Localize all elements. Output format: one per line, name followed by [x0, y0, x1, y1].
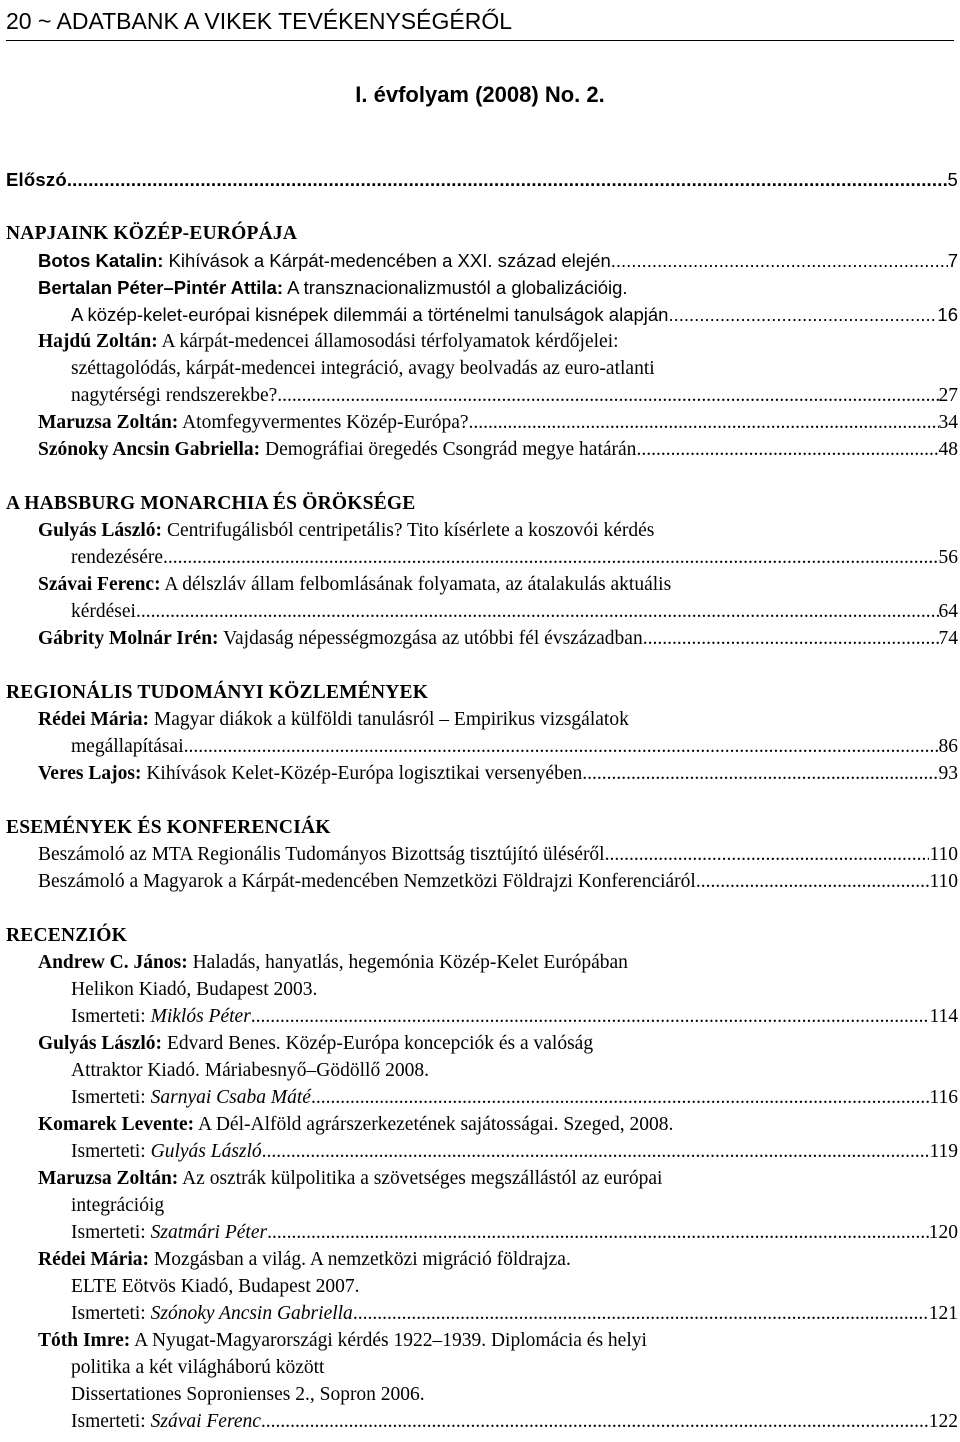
- entry-title: Beszámoló a Magyarok a Kárpát-medencében Nemzetközi Földrajzi Konferenciáról: [38, 871, 696, 892]
- reviewer-name: Szónoky Ancsin Gabriella: [150, 1303, 353, 1324]
- dot-leader: [696, 868, 930, 895]
- dot-leader: [668, 301, 937, 328]
- toc-entry[interactable]: [38, 517, 958, 571]
- page-number: 86: [938, 736, 958, 757]
- entry-title: A Nyugat-Magyarországi kérdés 1922–1939. Diplomácia és helyi: [134, 1330, 647, 1351]
- entry-title: Mozgásban a világ. A nemzetközi migráció földrajza.: [153, 1249, 571, 1270]
- dot-leader: [251, 1003, 930, 1030]
- page-number: 119: [929, 1141, 958, 1162]
- entry-title: Magyar diákok a külföldi tanulásról – Empirikus vizsgálatok: [153, 709, 629, 730]
- toc-entry[interactable]: [38, 328, 958, 409]
- page-number: 7: [947, 250, 958, 271]
- toc-entry[interactable]: [38, 409, 958, 436]
- entry-author: Gulyás László:: [38, 520, 163, 541]
- page-number: 110: [929, 871, 958, 892]
- review-entry[interactable]: [38, 1111, 958, 1165]
- entry-title: rendezésére: [71, 547, 164, 568]
- page-number: 64: [938, 601, 958, 622]
- dot-leader: [261, 1408, 929, 1435]
- section-title: ESEMÉNYEK ÉS KONFERENCIÁK: [6, 817, 331, 838]
- entry-author: Komarek Levente:: [38, 1114, 195, 1135]
- toc-entry[interactable]: [38, 760, 958, 787]
- entry-title: Edvard Benes. Közép-Európa koncepciók és a valóság: [166, 1033, 594, 1054]
- entry-author: Gábrity Molnár Irén:: [38, 628, 219, 649]
- page-number: 27: [938, 385, 958, 406]
- page-number: 48: [938, 439, 958, 460]
- section-title: RECENZIÓK: [6, 925, 127, 946]
- section-recenziok: [6, 922, 958, 1435]
- toc-entry[interactable]: [38, 436, 958, 463]
- running-head: 20 ~ ADATBANK A VIKEK TEVÉKENYSÉGÉRŐL: [6, 6, 954, 41]
- dot-leader: [611, 247, 948, 274]
- dot-leader: [311, 1084, 930, 1111]
- entry-author: Botos Katalin:: [38, 250, 164, 271]
- toc-entry[interactable]: [38, 247, 958, 274]
- entry-title: A közép-kelet-európai kisnépek dilemmái a történelmi tanulságok alapján: [71, 304, 669, 325]
- entry-author: Maruzsa Zoltán:: [38, 1168, 179, 1189]
- entry-title: Beszámoló az MTA Regionális Tudományos Bizottság tisztújító üléséről: [38, 844, 605, 865]
- toc-entry[interactable]: [38, 571, 958, 625]
- page-number: 120: [928, 1222, 958, 1243]
- entry-title: Haladás, hanyatlás, hegemónia Közép-Kelet Európában: [192, 952, 628, 973]
- entry-author: Rédei Mária:: [38, 709, 150, 730]
- review-entry[interactable]: [38, 949, 958, 1030]
- entry-title: nagytérségi rendszerekbe?: [71, 385, 278, 406]
- review-entry[interactable]: [38, 1165, 958, 1246]
- entry-author: Szónoky Ancsin Gabriella:: [38, 439, 261, 460]
- toc-entry[interactable]: [38, 868, 958, 895]
- reviewed-by-label: Ismerteti:: [71, 1411, 146, 1432]
- entry-author: Bertalan Péter–Pintér Attila:: [38, 277, 284, 298]
- publication-info: Attraktor Kiadó. Máriabesnyő–Gödöllő 2008.: [71, 1060, 429, 1081]
- page-number: 34: [938, 412, 958, 433]
- page-number: 121: [928, 1303, 958, 1324]
- page-number: 16: [937, 304, 958, 325]
- entry-title: A délszláv állam felbomlásának folyamata, az átalakulás aktuális: [164, 574, 672, 595]
- issue-title: I. évfolyam (2008) No. 2.: [355, 82, 605, 107]
- reviewed-by-label: Ismerteti:: [71, 1006, 146, 1027]
- entry-title: A kárpát-medencei államosodási térfolyamatok kérdőjelei:: [161, 331, 619, 352]
- page-number: 93: [938, 763, 958, 784]
- toc-entry[interactable]: [38, 706, 958, 760]
- reviewer-name: Sarnyai Csaba Máté: [150, 1087, 311, 1108]
- entry-author: Maruzsa Zoltán:: [38, 412, 179, 433]
- reviewed-by-label: Ismerteti:: [71, 1222, 146, 1243]
- entry-title: Kihívások Kelet-Közép-Európa logisztikai versenyében: [146, 763, 583, 784]
- dot-leader: [605, 841, 930, 868]
- entry-author: Gulyás László:: [38, 1033, 163, 1054]
- entry-title: Vajdaság népességmozgása az utóbbi fél évszázadban: [223, 628, 643, 649]
- dot-leader: [136, 598, 939, 625]
- entry-title: Az osztrák külpolitika a szövetséges megszállástól az európai: [182, 1168, 663, 1189]
- dot-leader: [636, 436, 938, 463]
- publication-info: Dissertationes Sopronienses 2., Sopron 2006.: [71, 1384, 425, 1405]
- entry-title: megállapításai: [71, 736, 184, 757]
- entry-title: Kihívások a Kárpát-medencében a XXI. század elején: [168, 250, 611, 271]
- reviewed-by-label: Ismerteti:: [71, 1303, 146, 1324]
- review-entry[interactable]: [38, 1327, 958, 1435]
- toc-entry[interactable]: [6, 166, 958, 193]
- section-habsburg: [6, 490, 958, 652]
- dot-leader: [67, 166, 948, 193]
- entry-author: Hajdú Zoltán:: [38, 331, 158, 352]
- entry-title: Demográfiai öregedés Csongrád megye határán: [265, 439, 637, 460]
- publication-info: Helikon Kiadó, Budapest 2003.: [71, 979, 318, 1000]
- toc-entry[interactable]: [38, 841, 958, 868]
- dot-leader: [277, 382, 938, 409]
- toc-entry[interactable]: [38, 274, 958, 328]
- dot-leader: [262, 1138, 930, 1165]
- page-number: 5: [947, 169, 958, 190]
- page-number: 114: [929, 1006, 958, 1027]
- publication-info: politika a két világháború között: [71, 1357, 325, 1378]
- entry-title: Atomfegyvermentes Közép-Európa?: [182, 412, 469, 433]
- dot-leader: [163, 544, 938, 571]
- dot-leader: [267, 1219, 929, 1246]
- toc-foreword: [6, 166, 958, 193]
- entry-author: Andrew C. János:: [38, 952, 188, 973]
- dot-leader: [353, 1300, 929, 1327]
- reviewed-by-label: Ismerteti:: [71, 1141, 146, 1162]
- reviewed-by-label: Ismerteti:: [71, 1087, 146, 1108]
- section-title: NAPJAINK KÖZÉP-EURÓPÁJA: [6, 223, 298, 244]
- publication-info: ELTE Eötvös Kiadó, Budapest 2007.: [71, 1276, 360, 1297]
- section-title: A HABSBURG MONARCHIA ÉS ÖRÖKSÉGE: [6, 493, 416, 514]
- dot-leader: [643, 625, 939, 652]
- reviewer-name: Szatmári Péter: [150, 1222, 268, 1243]
- entry-author: Rédei Mária:: [38, 1249, 150, 1270]
- entry-title: A transznacionalizmustól a globalizációig.: [287, 277, 628, 298]
- entry-title: Előszó: [6, 169, 67, 190]
- section-title: REGIONÁLIS TUDOMÁNYI KÖZLEMÉNYEK: [6, 682, 429, 703]
- review-entry[interactable]: [38, 1030, 958, 1111]
- entry-title: Centrifugálisból centripetális? Tito kísérlete a koszovói kérdés: [166, 520, 655, 541]
- section-regionalis: [6, 679, 958, 787]
- publication-info: integrációig: [71, 1195, 165, 1216]
- toc-entry[interactable]: [38, 625, 958, 652]
- reviewer-name: Miklós Péter: [150, 1006, 251, 1027]
- table-of-contents: [6, 166, 958, 1435]
- entry-author: Veres Lajos:: [38, 763, 142, 784]
- entry-title: A Dél-Alföld agrárszerkezetének sajátosságai. Szeged, 2008.: [197, 1114, 674, 1135]
- section-napjaink: [6, 220, 958, 463]
- review-entry[interactable]: [38, 1246, 958, 1327]
- dot-leader: [582, 760, 938, 787]
- section-esemenyek: [6, 814, 958, 895]
- page-number: 116: [929, 1087, 958, 1108]
- page-number: 122: [928, 1411, 958, 1432]
- reviewer-name: Gulyás László: [150, 1141, 262, 1162]
- entry-title: széttagolódás, kárpát-medencei integráció, avagy beolvadás az euro-atlanti: [71, 358, 655, 379]
- dot-leader: [469, 409, 939, 436]
- page-number: 56: [938, 547, 958, 568]
- page-number: 110: [929, 844, 958, 865]
- reviewer-name: Szávai Ferenc: [150, 1411, 261, 1432]
- entry-author: Tóth Imre:: [38, 1330, 131, 1351]
- page-number: 74: [938, 628, 958, 649]
- entry-title: kérdései: [71, 601, 136, 622]
- dot-leader: [184, 733, 939, 760]
- entry-author: Szávai Ferenc:: [38, 574, 161, 595]
